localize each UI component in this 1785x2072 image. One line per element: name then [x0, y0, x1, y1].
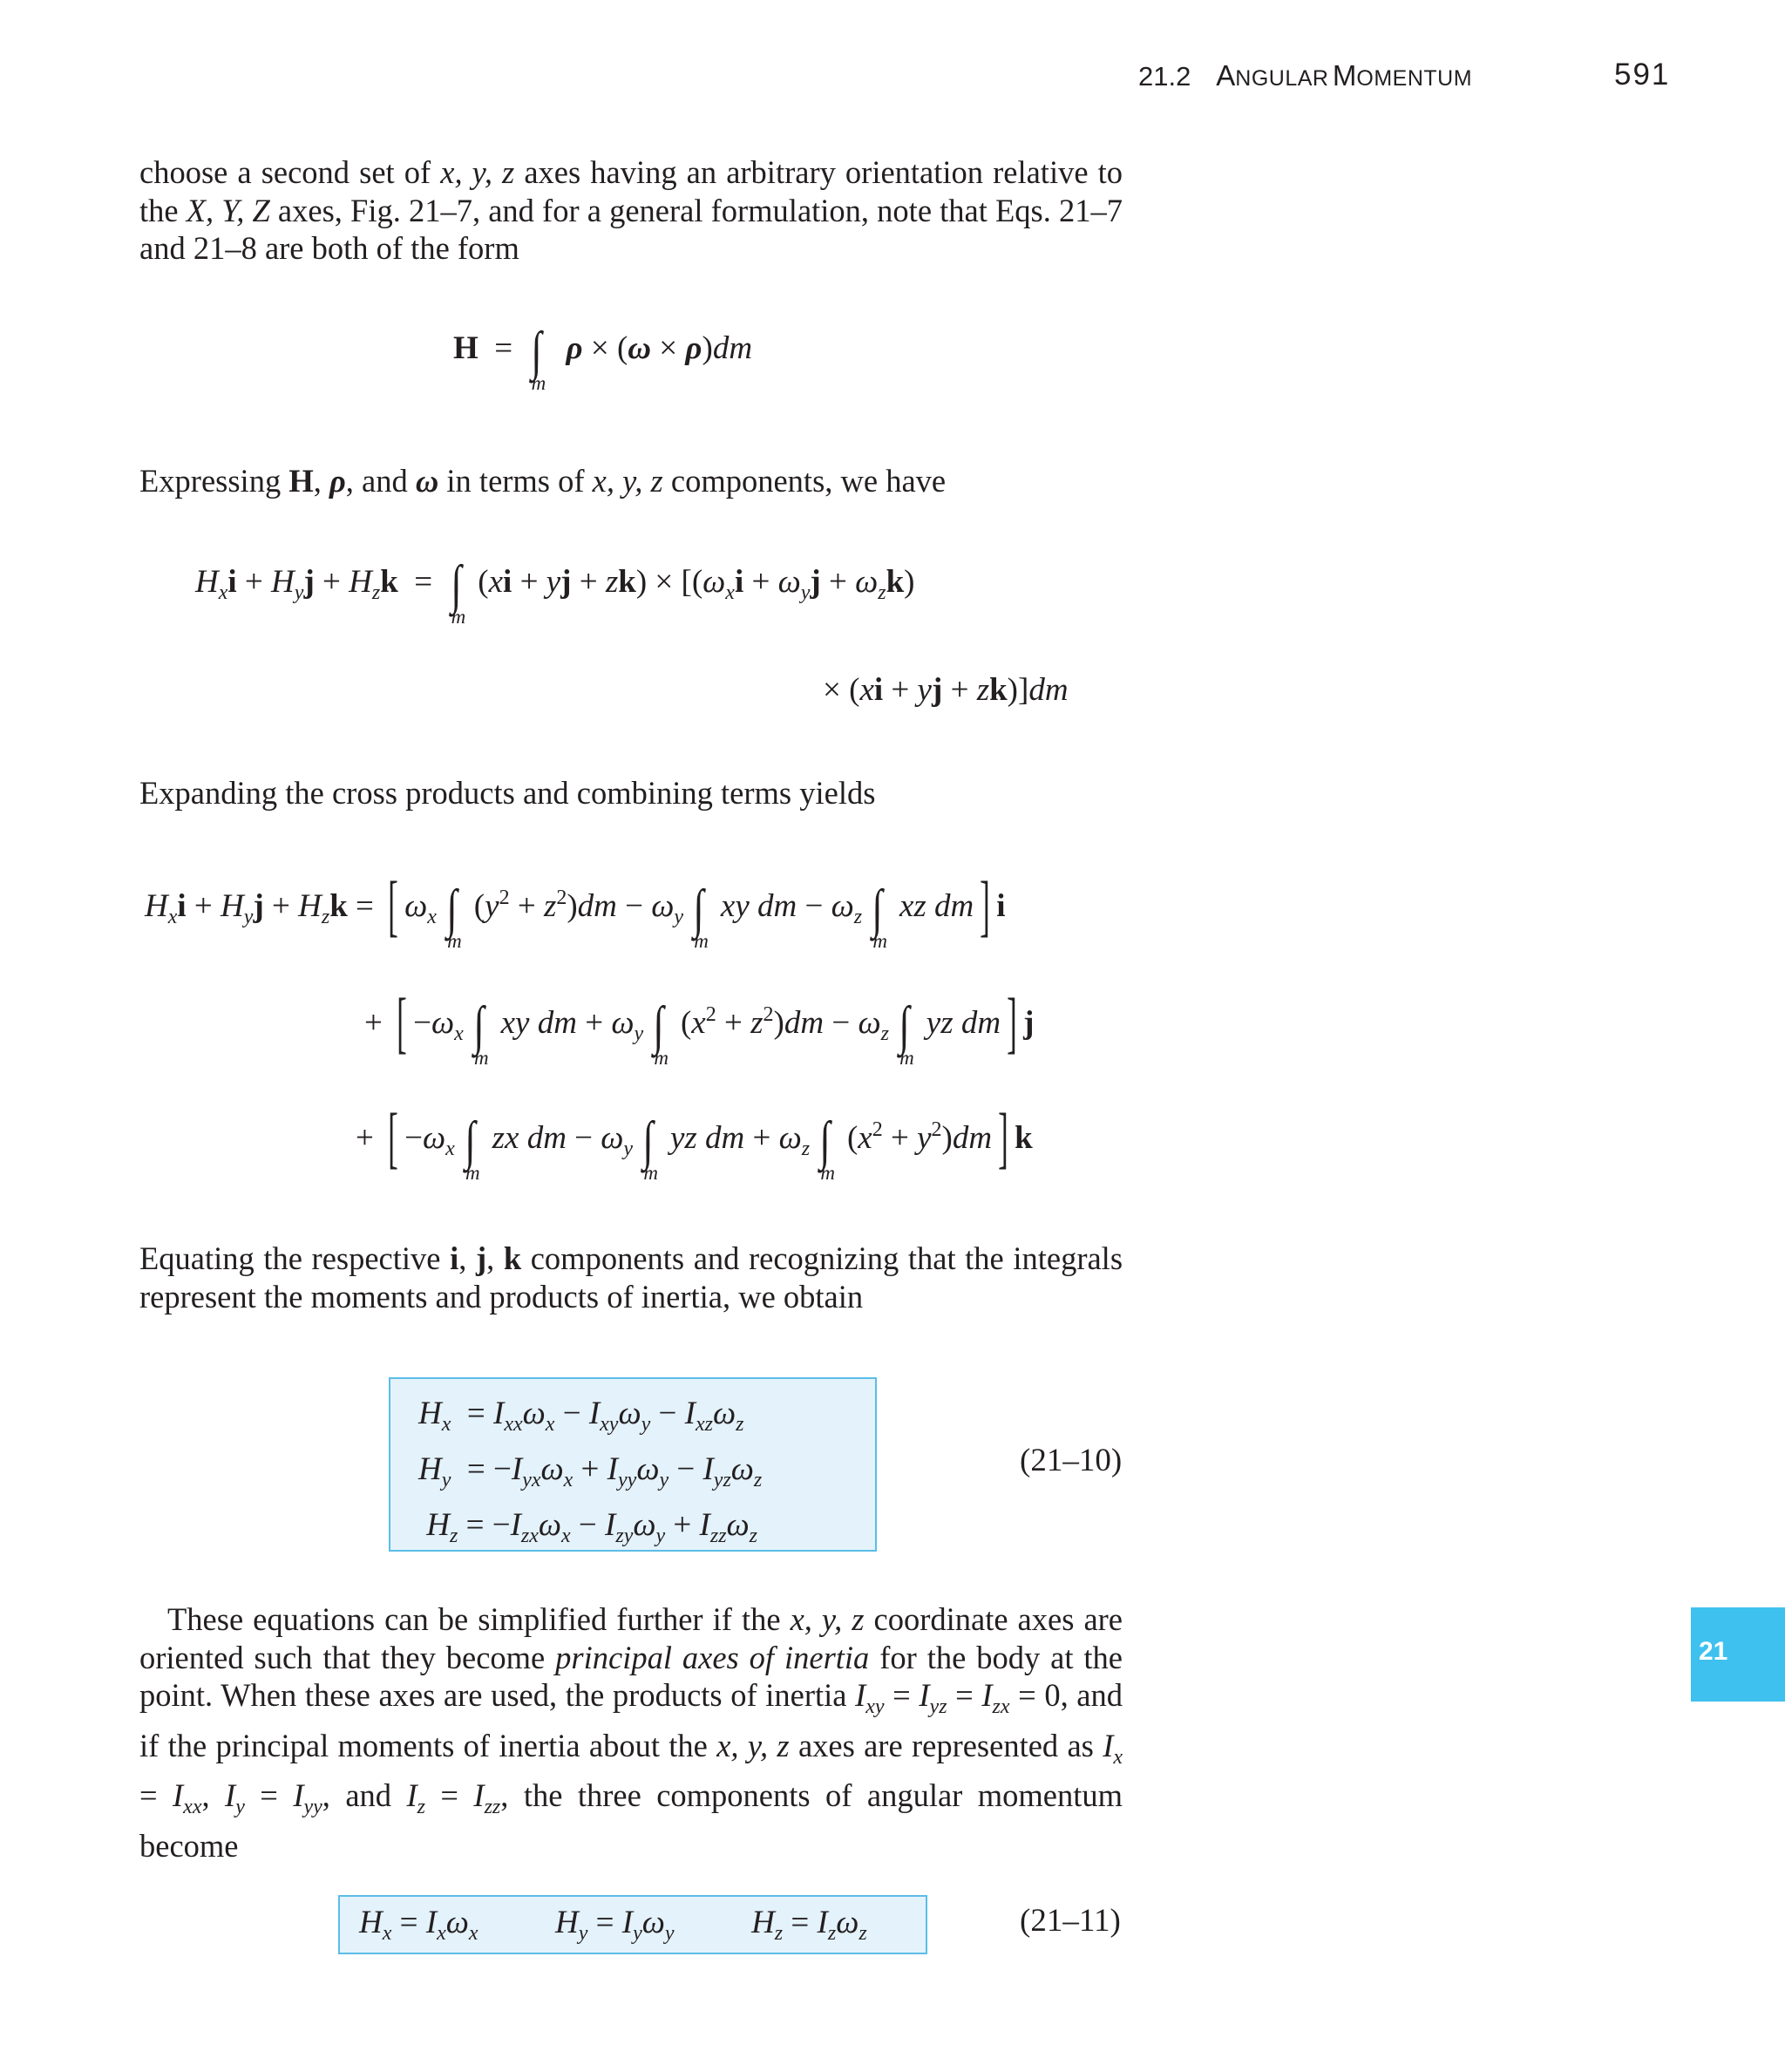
paragraph-intro: choose a second set of x, y, z axes having an arbitrary orientation relative to the X, Y, Z axes, Fig. 21–7, and for a general formulation, note that Eqs. 21–7 and 21–8 are both of the form	[139, 154, 1123, 266]
equation-component-form-line1: $H_xi + H_yj + H_zk = \int_m(xi$ + yj + $zk) \times [(\omega_xi + \omega_yj + \omega_zk)$	[195, 555, 915, 628]
paragraph-principal-axes: These equations can be simplified further if the x, y, z coordinate axes are oriented such that they become principal axes of inertia for the body at the point. When these axes are used, the products of inertia $I_{xy} = I_{yz} = I_{zx} = 0$, and if the principal moments of inertia about the x, y, z axes are represented as $I_x = I_{xx}$, $I_y = I_{yy}$, and $I_z = I_{zz}$, the three components of angular momentum become	[139, 1601, 1123, 1864]
running-header	[1138, 59, 1472, 98]
equation-expanded-line1: $H_xi + H_yj + H_zk$ = [ $\omega_x$ $\int_m(y^2 + z^2)dm - \omega_y$ $\int_mxy$ dm − $\omega_z$ $\int_mxz$ dm] i	[145, 867, 1006, 952]
equation-expanded-line3: + [ $-\omega_x$ $\int_mzx$ dm − $\omega_y$ $\int_myz$ dm + $\omega_z$ $\int_m(x^2 + y^2)dm$] k	[356, 1099, 1033, 1184]
chapter-tab-number: 21	[1699, 1637, 1728, 1666]
paragraph-equating: Equating the respective i, j, k components and recognizing that the integrals represent the moments and products of inertia, we obtain	[139, 1240, 1123, 1315]
equation-box-21-11: $H_x = I_x\omega_x$ $H_y = I_y\omega_y$ $H_z = I_z\omega_z$	[338, 1895, 927, 1954]
section-title: ANGULAR MOMENTUM	[1216, 59, 1473, 92]
section-number: 21.2	[1138, 61, 1191, 92]
paragraph-expanding: Expanding the cross products and combining terms yields	[139, 775, 876, 811]
equation-label-21-10: (21–10)	[1020, 1443, 1123, 1478]
paragraph-expressing: Expressing H, ρ, and ω in terms of x, y, z components, we have	[139, 463, 947, 499]
equation-h-integral: $H = \int_m$ ρ × (ω × ρ)dm	[453, 322, 753, 394]
equation-component-form-line2: × (xi + yj + zk)]dm	[823, 672, 1069, 708]
equation-label-21-11: (21–11)	[1020, 1903, 1121, 1939]
page-number: 591	[1614, 58, 1671, 92]
chapter-tab	[1691, 1607, 1785, 1702]
equation-expanded-line2: + [ $-\omega_x$ $\int_mxy$ dm + $\omega_y$ $\int_m(x^2 + z^2)dm - \omega_z$ $\int_myz$ dm] j	[364, 984, 1035, 1069]
equation-box-21-10: $H_x = I_{xx}\omega_x - I_{xy}\omega_y - I_{xz}\omega_z$ $H_y = -I_{yx}\omega_x + I_{yy}\omega_y - I_{yz}\omega_z$ $H_z = -I_{zx}\omega_x - I_{zy}\omega_y + I_{zz}\omega_z$	[389, 1377, 877, 1552]
